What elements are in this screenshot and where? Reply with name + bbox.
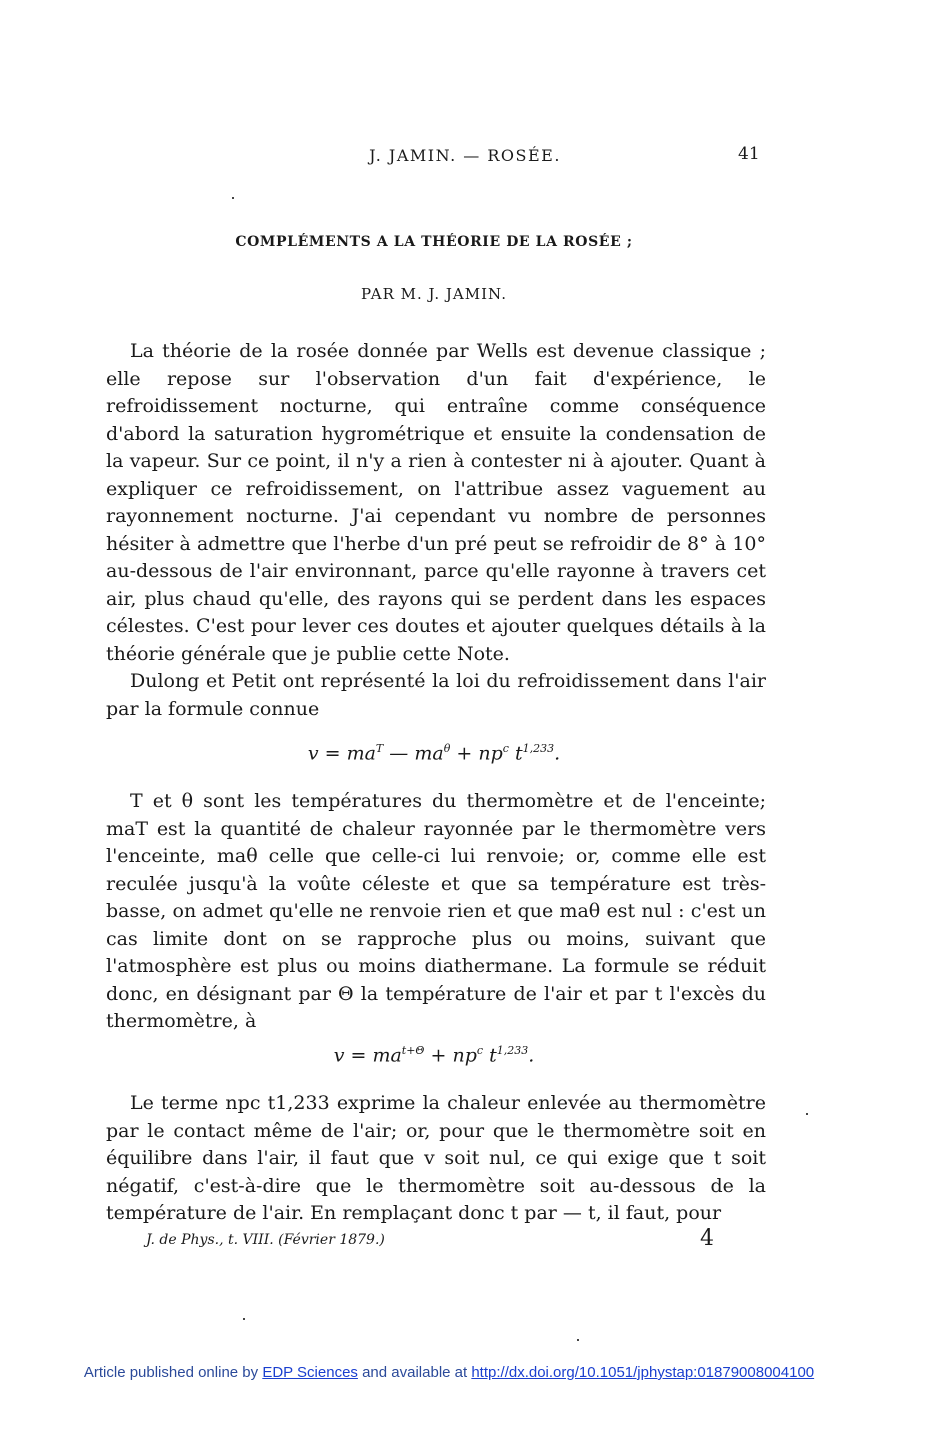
article-title: COMPLÉMENTS A LA THÉORIE DE LA ROSÉE ; (235, 234, 633, 250)
formula-2-exp-c: c (476, 1044, 484, 1057)
paragraph-2: Dulong et Petit ont représenté la loi du refroidissement dans l'air par la formule connue (106, 670, 766, 720)
formula-1-exp-c: c (502, 742, 509, 755)
journal-reference (146, 1232, 385, 1248)
paragraph-1: La théorie de la rosée donnée par Wells est devenue classique ; elle repose sur l'observation d'un fait d'expérience, le refroidissement nocturne, qui entraîne comme conséquence d'abord la saturation hygrométrique et ensuite la condensation de la vapeur. Sur ce point, il n'y a rien à contester ni à ajouter. Quant à expliquer ce refroidissement, on l'attribue assez vaguement au rayonnement nocturne. J'ai cependant vu nombre de personnes hésiter à admettre que l'herbe d'un pré peut se refroidir de 8° à 10° au-dessous de l'air environnant, parce qu'elle rayonne à travers cet air, plus chaud qu'elle, des rayons qui se perdent dans les espaces célestes. C'est pour lever ces doutes et ajouter quelques détails à la théorie générale que je publie cette Note. (106, 340, 766, 665)
signature-number: 4 (700, 1226, 714, 1251)
formula-2-t: t (483, 1044, 497, 1067)
publisher-link[interactable]: EDP Sciences (262, 1364, 358, 1381)
formula-2-exp-t-theta: t+Θ (401, 1044, 425, 1057)
doi-link[interactable]: http://dx.doi.org/10.1051/jphystap:01879008004100 (471, 1364, 815, 1381)
formula-2-exp-1233: 1,233 (496, 1044, 529, 1057)
formula-1-t: t (508, 742, 523, 765)
paragraph-3: T et θ sont les températures du thermomètre et de l'enceinte; maT est la quantité de chaleur rayonnée par le thermomètre vers l'enceinte, maθ celle que celle-ci lui renvoie; or, comme elle est reculée jusqu'à la voûte céleste et que sa température est très-basse, on admet qu'elle ne renvoie rien et que maθ est nul : c'est un cas limite dont on se rapproche plus ou moins, suivant que l'atmosphère est plus ou moins diathermane. La formule se réduit donc, en désignant par Θ la température de l'air et par t l'excès du thermomètre, à (106, 790, 766, 1032)
publisher-line (0, 1364, 898, 1381)
formula-2-lhs: v = ma (333, 1044, 402, 1067)
formula-1-exp-T: T (375, 742, 384, 755)
formula-1-exp-theta: θ (443, 742, 451, 755)
formula-1-plus: + np (450, 742, 503, 765)
journal-reference-text: J. de Phys., t. VIII. (Février 1879.) (146, 1232, 385, 1248)
formula-1-exp-1233: 1,233 (522, 742, 555, 755)
print-speck (243, 1318, 245, 1320)
formula-2-end: . (528, 1044, 535, 1067)
formula-1-lhs: v = ma (307, 742, 376, 765)
running-head: J. JAMIN. — ROSÉE. (369, 146, 561, 165)
page-number: 41 (738, 144, 760, 164)
print-speck (806, 1113, 808, 1115)
formula-1-end: . (554, 742, 561, 765)
formula-reduced (0, 1044, 868, 1066)
publisher-prefix: Article published online by (83, 1364, 263, 1381)
formula-1-mid: — ma (383, 742, 444, 765)
print-speck (577, 1339, 579, 1341)
print-speck (232, 197, 234, 199)
publisher-middle: and available at (357, 1364, 472, 1381)
formula-dulong-petit (0, 742, 868, 764)
paragraph-4: Le terme npc t1,233 exprime la chaleur enlevée au thermomètre par le contact même de l'air; or, pour que le thermomètre soit en équilibre dans l'air, il faut que v soit nul, ce qui exige que t soit négatif, c'est-à-dire que le thermomètre soit au-dessous de la température de l'air. En remplaçant donc t par — t, il faut, pour (106, 1092, 766, 1224)
article-author: PAR M. J. JAMIN. (361, 285, 507, 303)
formula-2-plus: + np (424, 1044, 477, 1067)
